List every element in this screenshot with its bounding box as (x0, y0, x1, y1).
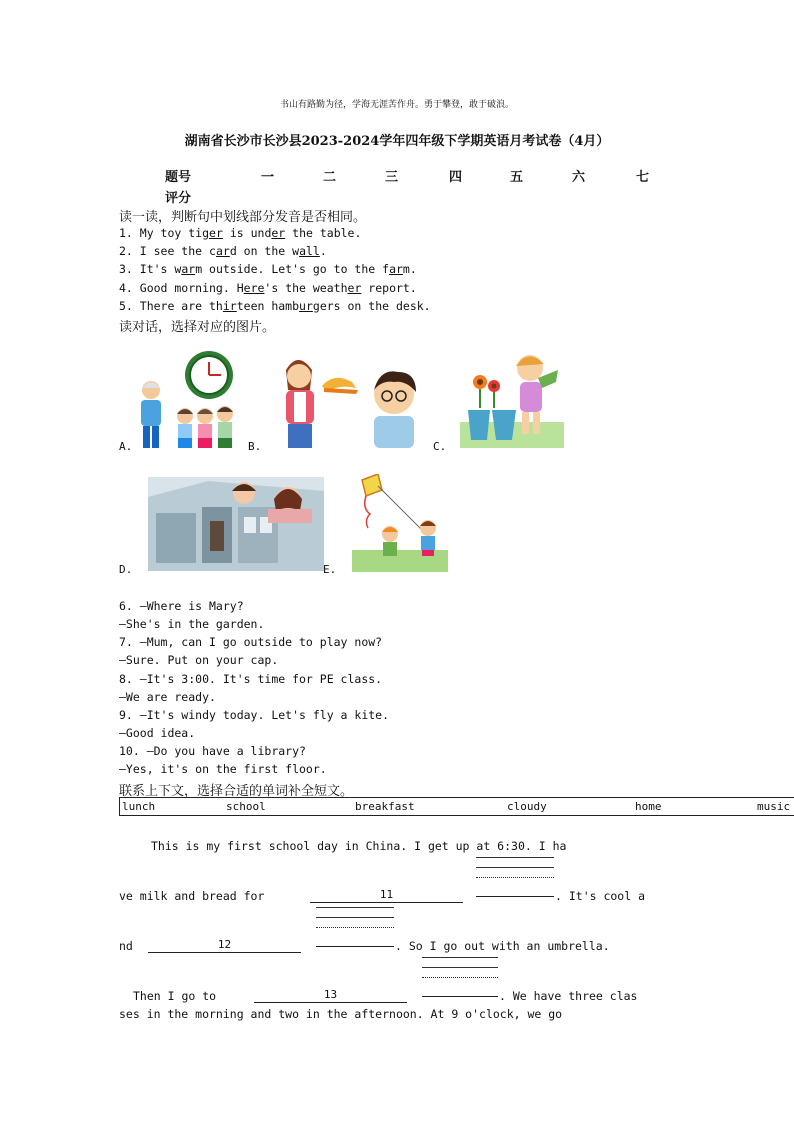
score-table (165, 166, 685, 206)
dialogue-line: —Yes, it's on the first floor. (119, 762, 327, 776)
text: w (174, 262, 182, 276)
dialogue-line: 10. —Do you have a library? (119, 744, 306, 758)
score-column: 一 (261, 170, 275, 185)
word-bank (119, 797, 794, 816)
blank-answer-line[interactable] (422, 995, 498, 997)
picture-e (352, 474, 448, 572)
picture-label-d: D. (119, 563, 133, 576)
writing-lines (422, 957, 498, 987)
passage-line: . We have three clas (499, 989, 638, 1003)
text: gers on the desk. (312, 299, 431, 313)
section3-heading: 联系上下文，选择合适的单词补全短文。 (119, 784, 354, 799)
text: m outside. Let's go to the (195, 262, 383, 276)
blank-11[interactable] (310, 901, 463, 903)
dialogue-line: 7. —Mum, can I go outside to play now? (119, 635, 383, 649)
text: teen hamb (236, 299, 300, 313)
underlined-text: ar (389, 262, 403, 276)
text: 's the weath (264, 281, 348, 295)
passage-line: This is my first school day in China. I get up at 6:30. I ha (151, 839, 567, 853)
word-option: cloudy (505, 798, 633, 816)
dialogue-line: —She's in the garden. (119, 617, 265, 631)
word-option: school (224, 798, 353, 816)
text: m. (402, 262, 417, 276)
score-column: 四 (449, 170, 463, 185)
underlined-text: ar (181, 262, 196, 276)
blank-answer-line[interactable] (476, 895, 554, 897)
passage-line: Then I go to (133, 989, 217, 1003)
word-option: lunch (120, 798, 225, 816)
dialogue-line: —We are ready. (119, 690, 216, 704)
text: report. (361, 281, 417, 295)
text: d on the (229, 244, 293, 258)
underlined-text: er (209, 226, 223, 240)
picture-label-e: E. (323, 563, 337, 576)
text: the table. (285, 226, 362, 240)
list-item (119, 262, 417, 276)
passage-line: nd (119, 939, 133, 953)
word-option: music (755, 798, 794, 816)
passage-line: ve milk and bread for (119, 889, 265, 903)
blank-number: 13 (323, 988, 338, 1001)
underlined-text: er (271, 226, 286, 240)
list-item (119, 299, 431, 313)
text: . (319, 244, 327, 258)
underlined-text: ir (222, 299, 237, 313)
page-title: 湖南省长沙市长沙县2023-2024学年四年级下学期英语月考试卷（4月） (184, 134, 610, 149)
score-row-label: 评分 (165, 191, 192, 206)
text: und (250, 226, 272, 240)
dialogue-line: 8. —It's 3:00. It's time for PE class. (119, 672, 383, 686)
text: 5. There are th (119, 299, 223, 313)
picture-label-c: C. (433, 440, 447, 453)
text: tig (188, 226, 210, 240)
list-item (119, 244, 327, 258)
score-column: 六 (572, 170, 586, 185)
picture-d (148, 477, 324, 571)
picture-c (460, 348, 564, 448)
score-column: 五 (510, 170, 524, 185)
underlined-text: ar (215, 244, 230, 258)
dialogue-line: —Sure. Put on your cap. (119, 653, 279, 667)
picture-label-a: A. (119, 440, 133, 453)
score-column: 三 (385, 170, 399, 185)
text: is (222, 226, 251, 240)
text: 1. My toy (119, 226, 189, 240)
underlined-text: er (347, 281, 362, 295)
score-column: 七 (636, 170, 650, 185)
list-item (119, 281, 417, 295)
underlined-text: all (299, 244, 320, 258)
blank-answer-line[interactable] (316, 945, 394, 947)
picture-a (133, 348, 241, 452)
blank-12[interactable] (148, 951, 301, 953)
passage-line: ses in the morning and two in the afternoon. At 9 o'clock, we go (119, 1007, 563, 1021)
blank-number: 11 (379, 888, 394, 901)
passage-line: . So I go out with an umbrella. (395, 939, 610, 953)
list-item (119, 226, 361, 240)
text: f (382, 262, 390, 276)
text: w (292, 244, 300, 258)
dialogue-line: 9. —It's windy today. Let's fly a kite. (119, 708, 390, 722)
section2-heading: 读对话，选择对应的图片。 (119, 320, 276, 335)
passage-line: . It's cool a (555, 889, 646, 903)
score-column: 二 (323, 170, 337, 185)
dialogue-line: —Good idea. (119, 726, 196, 740)
text: 3. It's (119, 262, 175, 276)
blank-number: 12 (217, 938, 232, 951)
text: H (236, 281, 244, 295)
underlined-text: ere (243, 281, 265, 295)
text: 4. Good morning. (119, 281, 237, 295)
picture-label-b: B. (248, 440, 262, 453)
motto: 书山有路勤为径，学海无涯苦作舟。勇于攀登，敢于破浪。 (279, 100, 514, 110)
underlined-text: ur (299, 299, 313, 313)
dialogue-line: 6. —Where is Mary? (119, 599, 244, 613)
text: 2. I see the (119, 244, 210, 258)
picture-b (276, 350, 424, 452)
blank-13[interactable] (254, 1001, 407, 1003)
score-row-label: 题号 (165, 170, 192, 185)
writing-lines (476, 857, 554, 887)
section1-heading: 读一读，判断句中划线部分发音是否相同。 (119, 210, 367, 225)
text: c (209, 244, 216, 258)
writing-lines (316, 907, 394, 937)
word-option: breakfast (353, 798, 505, 816)
word-option: home (633, 798, 755, 816)
